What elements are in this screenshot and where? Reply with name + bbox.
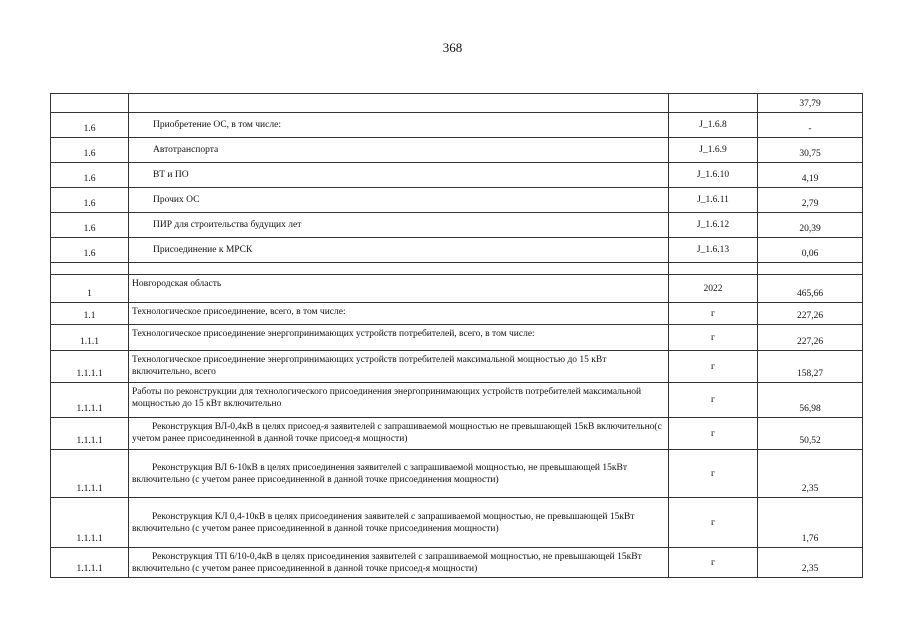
row-code: J_1.6.11 — [669, 188, 758, 213]
row-code: J_1.6.13 — [669, 238, 758, 263]
row-code: г — [669, 303, 758, 325]
table-row — [51, 418, 863, 450]
row-number: 1.1.1.1 — [51, 548, 129, 578]
table-row — [51, 325, 863, 351]
table-row — [51, 383, 863, 418]
row-number: 1.6 — [51, 188, 129, 213]
row-value: 0,06 — [758, 238, 863, 263]
row-code: J_1.6.8 — [669, 113, 758, 138]
row-name: Работы по реконструкции для технологического присоединения энергопринимающих устройств потребителей максимальной мощностью до 15 кВт включительно — [129, 383, 669, 418]
row-number: 1.6 — [51, 113, 129, 138]
row-number: 1.6 — [51, 138, 129, 163]
row-number — [51, 263, 129, 275]
row-name: ПИР для строительства будущих лет — [129, 213, 669, 238]
row-name: Реконструкция КЛ 0,4-10кВ в целях присоединения заявителей с запрашиваемой мощностью, не превышающей 15кВт включительно (с учетом ранее присоединенной в данной точке присоединения мощности) — [129, 498, 669, 548]
row-value — [758, 263, 863, 275]
row-number: 1.6 — [51, 238, 129, 263]
row-value: 158,27 — [758, 351, 863, 383]
row-value: 30,75 — [758, 138, 863, 163]
row-value: 1,76 — [758, 498, 863, 548]
table-row — [51, 275, 863, 303]
table-row — [51, 303, 863, 325]
row-code: 2022 — [669, 275, 758, 303]
row-value: 2,35 — [758, 450, 863, 498]
row-name: Технологическое присоединение, всего, в том числе: — [129, 303, 669, 325]
row-value: 2,35 — [758, 548, 863, 578]
row-value: 37,79 — [758, 94, 863, 113]
row-value: 465,66 — [758, 275, 863, 303]
row-number: 1.1.1.1 — [51, 383, 129, 418]
row-name: Автотранспорта — [129, 138, 669, 163]
table-row — [51, 450, 863, 498]
row-value: 50,52 — [758, 418, 863, 450]
row-value: 2,79 — [758, 188, 863, 213]
row-name: ВТ и ПО — [129, 163, 669, 188]
row-value: 227,26 — [758, 325, 863, 351]
table-row — [51, 94, 863, 113]
row-value: 4,19 — [758, 163, 863, 188]
row-value: - — [758, 113, 863, 138]
row-name: Присоединение к МРСК — [129, 238, 669, 263]
page-number: 368 — [442, 40, 463, 55]
row-code: г — [669, 450, 758, 498]
row-name: Новгородская область — [129, 275, 669, 303]
row-value: 20,39 — [758, 213, 863, 238]
row-number: 1.1.1.1 — [51, 351, 129, 383]
row-name: Реконструкция ТП 6/10-0,4кВ в целях присоединения заявителей с запрашиваемой мощностью, не превышающей 15кВт включительно (с учетом ранее присоединенной в данной точке присоед-я мощности) — [129, 548, 669, 578]
row-value: 56,98 — [758, 383, 863, 418]
row-number: 1 — [51, 275, 129, 303]
row-number: 1.1.1.1 — [51, 418, 129, 450]
row-code: г — [669, 548, 758, 578]
row-code: J_1.6.12 — [669, 213, 758, 238]
row-number: 1.6 — [51, 213, 129, 238]
row-code — [669, 263, 758, 275]
row-name — [129, 263, 669, 275]
data-table — [50, 93, 863, 578]
row-number: 1.1.1.1 — [51, 450, 129, 498]
table-row — [51, 238, 863, 263]
table-row — [51, 188, 863, 213]
row-code: г — [669, 383, 758, 418]
row-name: Технологическое присоединение энергопринимающих устройств потребителей максимальной мощностью до 15 кВт включительно, всего — [129, 351, 669, 383]
table-row — [51, 113, 863, 138]
table-row — [51, 351, 863, 383]
row-number: 1.1 — [51, 303, 129, 325]
table-row — [51, 163, 863, 188]
table-row — [51, 548, 863, 578]
row-code: г — [669, 325, 758, 351]
row-code: J_1.6.9 — [669, 138, 758, 163]
row-number: 1.6 — [51, 163, 129, 188]
table-row — [51, 498, 863, 548]
row-value: 227,26 — [758, 303, 863, 325]
row-code — [669, 94, 758, 113]
row-code: г — [669, 418, 758, 450]
row-code: г — [669, 498, 758, 548]
row-number: 1.1.1.1 — [51, 498, 129, 548]
table-row — [51, 263, 863, 275]
row-name: Технологическое присоединение энергопринимающих устройств потребителей, всего, в том числе: — [129, 325, 669, 351]
row-name: Реконструкция ВЛ 6-10кВ в целях присоединения заявителей с запрашиваемой мощностью, не превышающей 15кВт включительно (с учетом ранее присоединенной в данной точке присоединения мощности) — [129, 450, 669, 498]
row-name: Приобретение ОС, в том числе: — [129, 113, 669, 138]
row-name — [129, 94, 669, 113]
row-name: Реконструкция ВЛ-0,4кВ в целях присоед-я заявителей с запрашиваемой мощностью не превышающей 15кВ включительно(с учетом ранее присоединенной в данной точке присоед-я мощности) — [129, 418, 669, 450]
row-name: Прочих ОС — [129, 188, 669, 213]
table-row — [51, 213, 863, 238]
table-row — [51, 138, 863, 163]
row-code: J_1.6.10 — [669, 163, 758, 188]
row-number: 1.1.1 — [51, 325, 129, 351]
row-code: г — [669, 351, 758, 383]
row-number — [51, 94, 129, 113]
